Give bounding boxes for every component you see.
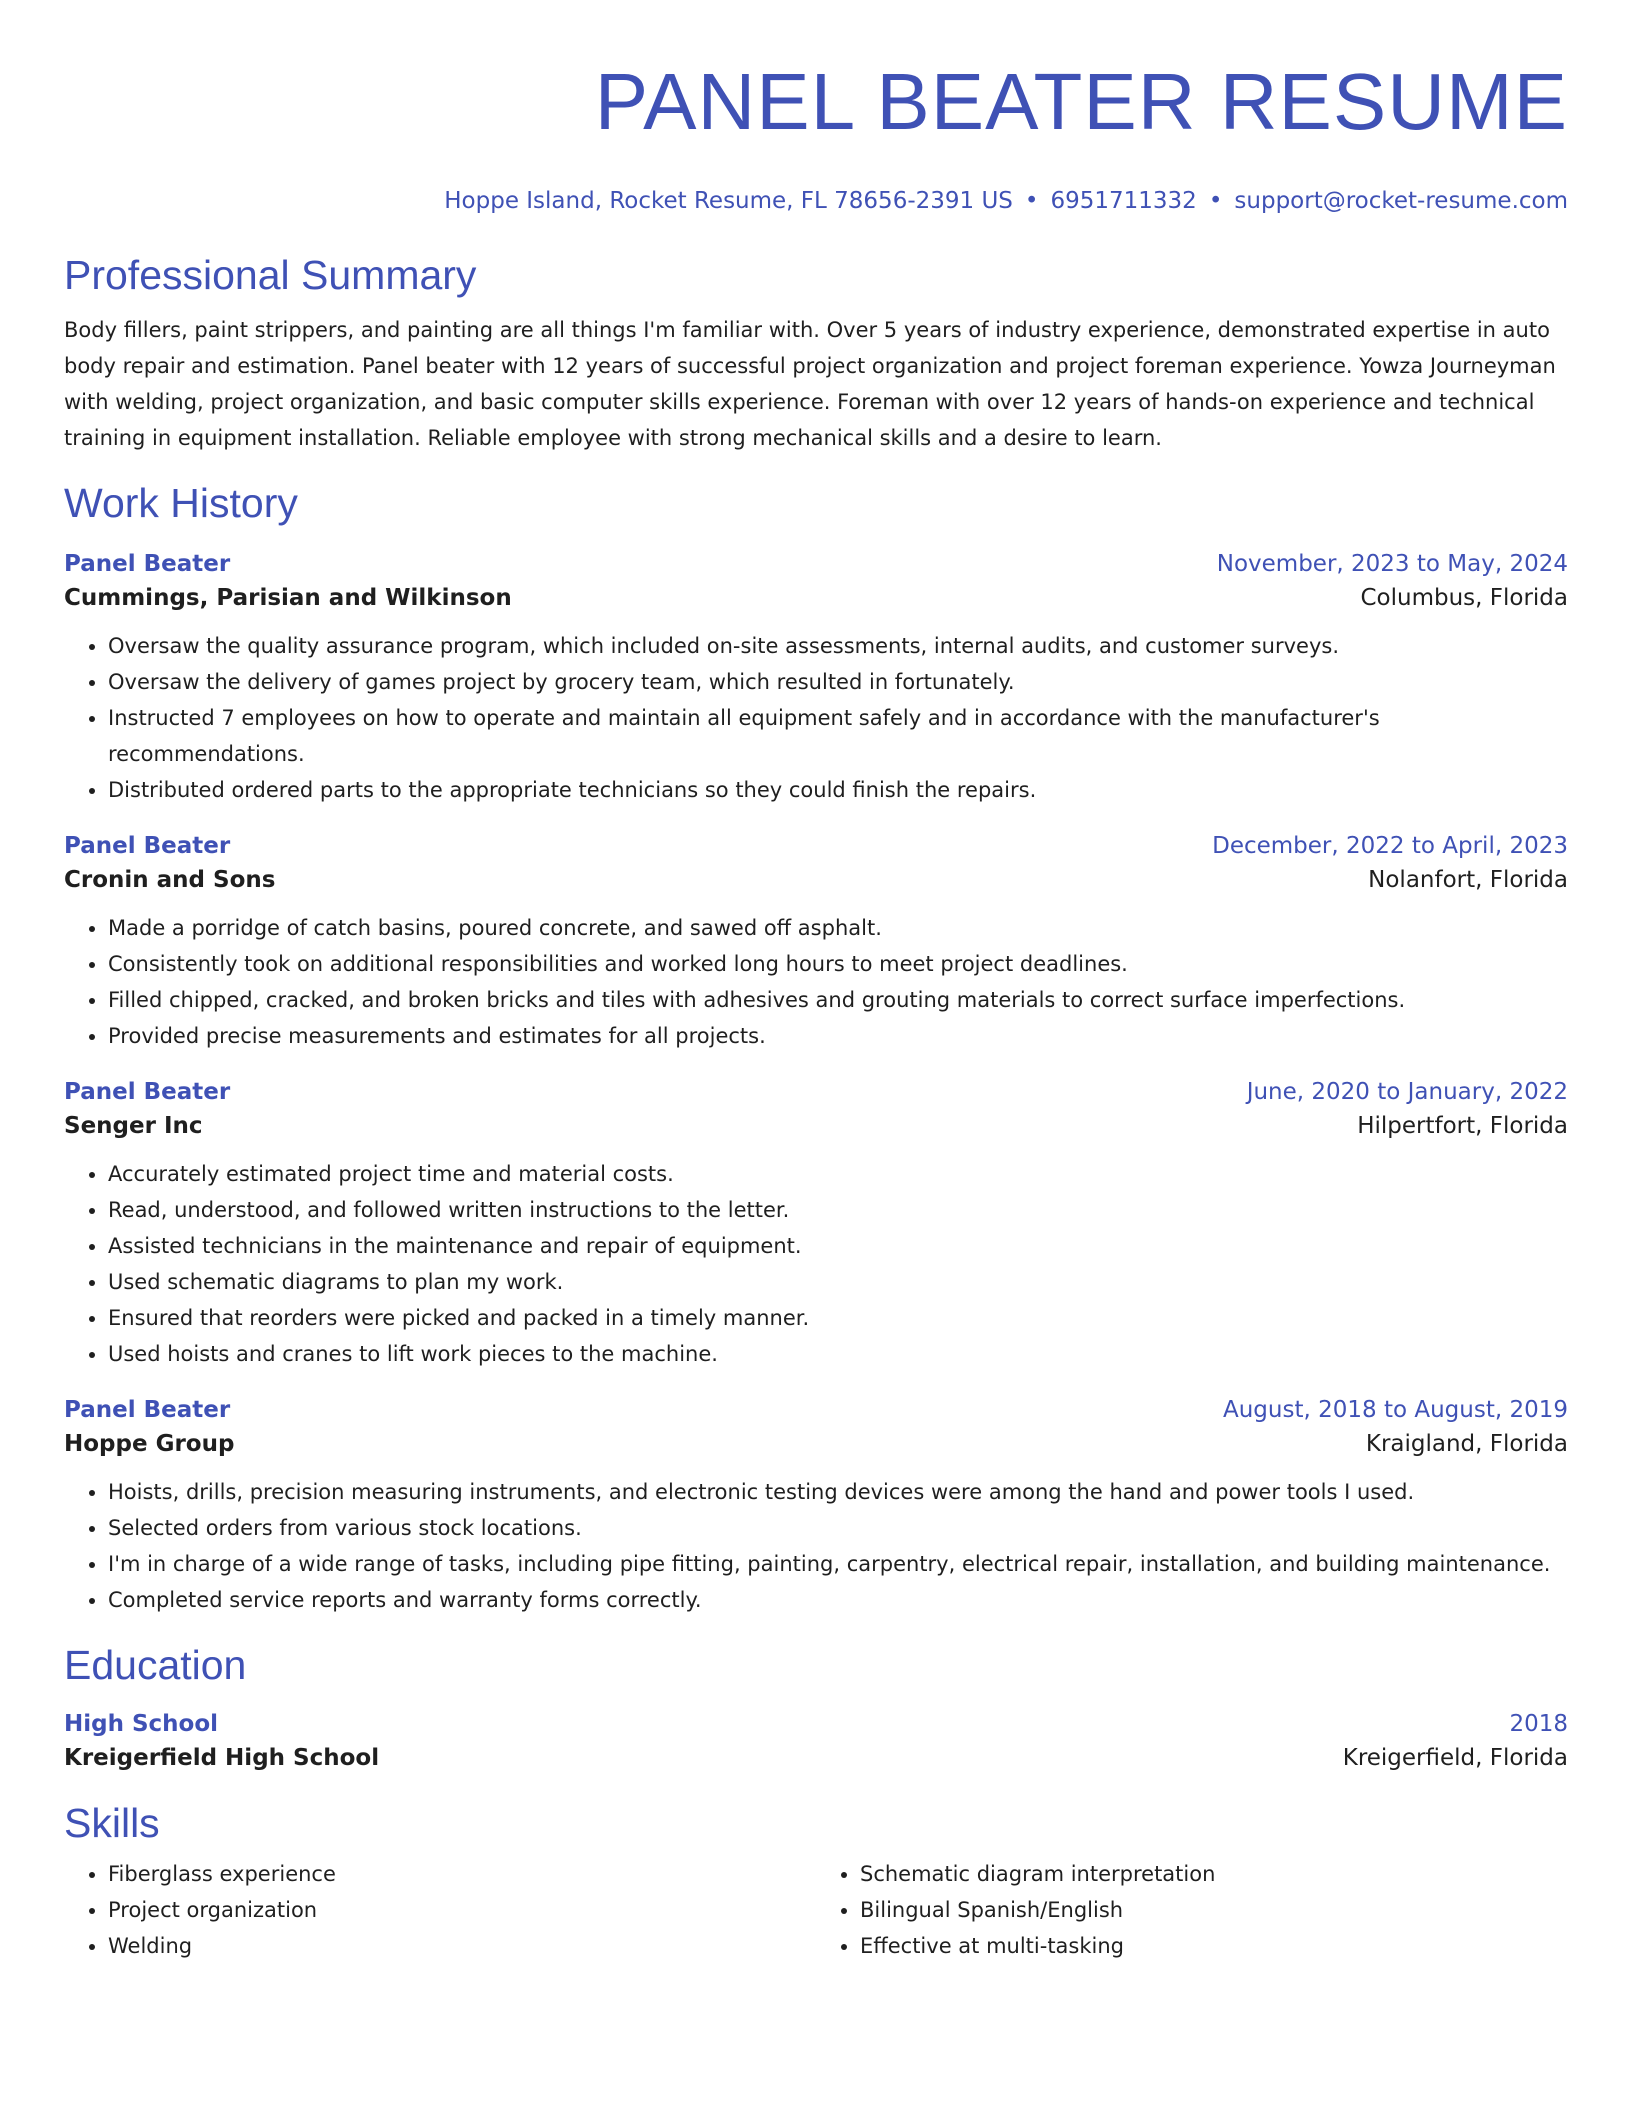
job-company: Hoppe Group [64,1431,235,1457]
job-dates: December, 2022 to April, 2023 [1212,833,1568,859]
contact-line [64,186,1568,216]
job-bullets [64,628,1568,808]
list-item: • Oversaw the delivery of games project by grocery team, which resulted in fortunately. [108,664,1568,700]
job-entry [64,548,1568,808]
address: Hoppe Island, Rocket Resume, FL 78656-2391 US [444,188,1013,214]
skill-item: • Project organization [108,1892,816,1928]
job-role: Panel Beater [64,1397,231,1423]
list-item: • Used hoists and cranes to lift work pieces to the machine. [108,1336,1568,1372]
list-item: • Assisted technicians in the maintenance and repair of equipment. [108,1228,1568,1264]
section-heading-summary: Professional Summary [64,252,477,298]
list-item: • Consistently took on additional responsibilities and worked long hours to meet project deadlines. [108,946,1568,982]
job-location: Columbus, Florida [1360,585,1568,611]
section-heading-skills: Skills [64,1800,160,1846]
job-dates: November, 2023 to May, 2024 [1216,551,1568,577]
education-entry [64,1708,1568,1776]
job-role: Panel Beater [64,1079,231,1105]
list-item: • Provided precise measurements and estimates for all projects. [108,1018,1568,1054]
list-item: • Hoists, drills, precision measuring instruments, and electronic testing devices were among the hand and power tools I used. [108,1474,1568,1510]
job-company: Cronin and Sons [64,867,276,893]
job-dates: August, 2018 to August, 2019 [1223,1397,1568,1423]
job-bullets [64,910,1568,1054]
skills-column-left [64,1856,816,1964]
skill-item: • Bilingual Spanish/English [860,1892,1568,1928]
job-location: Nolanfort, Florida [1368,867,1568,893]
school-name: Kreigerfield High School [64,1745,380,1771]
skills-list [64,1848,1568,1964]
job-location: Hilpertfort, Florida [1357,1113,1568,1139]
list-item: • Instructed 7 employees on how to operate and maintain all equipment safely and in accordance with the manufacturer's recommendations. [108,700,1568,772]
list-item: • Read, understood, and followed written instructions to the letter. [108,1192,1568,1228]
skill-item: • Fiberglass experience [108,1856,816,1892]
skills-column-right [816,1856,1568,1964]
skill-item: • Welding [108,1928,816,1964]
job-location: Kraigland, Florida [1365,1431,1568,1457]
list-item: • Oversaw the quality assurance program, which included on-site assessments, internal audits, and customer surveys. [108,628,1568,664]
email-link[interactable]: support@rocket-resume.com [1234,188,1568,214]
degree: High School [64,1711,219,1737]
summary-text: Body fillers, paint strippers, and painting are all things I'm familiar with. Over 5 years of industry experience, demonstrated expertise in auto body repair and estimation. Panel beater with 12 years of successful project organization and project foreman experience. Yowza Journeyman with welding, project organization, and basic computer skills experience. Foreman with over 12 years of hands-on experience and technical training in equipment installation. Reliable employee with strong mechanical skills and a desire to learn. [64,318,1556,450]
phone: 6951711332 [1050,188,1197,214]
resume-title: PANEL BEATER RESUME [594,57,1568,146]
job-company: Cummings, Parisian and Wilkinson [64,585,512,611]
job-company: Senger Inc [64,1113,203,1139]
list-item: • Made a porridge of catch basins, poured concrete, and sawed off asphalt. [108,910,1568,946]
skill-item: • Effective at multi-tasking [860,1928,1568,1964]
job-dates: June, 2020 to January, 2022 [1246,1079,1568,1105]
job-role: Panel Beater [64,551,231,577]
list-item: • Accurately estimated project time and material costs. [108,1156,1568,1192]
job-entry [64,1076,1568,1372]
job-role: Panel Beater [64,833,231,859]
separator-dot: • [1024,188,1039,214]
list-item: • Completed service reports and warranty forms correctly. [108,1582,1568,1618]
list-item: • I'm in charge of a wide range of tasks, including pipe fitting, painting, carpentry, electrical repair, installation, and building maintenance. [108,1546,1568,1582]
section-heading-education: Education [64,1642,247,1688]
skill-item: • Schematic diagram interpretation [860,1856,1568,1892]
list-item: • Selected orders from various stock locations. [108,1510,1568,1546]
list-item: • Ensured that reorders were picked and packed in a timely manner. [108,1300,1568,1336]
job-bullets [64,1156,1568,1372]
list-item: • Filled chipped, cracked, and broken bricks and tiles with adhesives and grouting materials to correct surface imperfections. [108,982,1568,1018]
list-item: • Used schematic diagrams to plan my work. [108,1264,1568,1300]
job-entry [64,1394,1568,1618]
job-entry [64,830,1568,1054]
school-location: Kreigerfield, Florida [1342,1745,1568,1771]
list-item: • Distributed ordered parts to the appropriate technicians so they could finish the repairs. [108,772,1568,808]
job-bullets [64,1474,1568,1618]
separator-dot: • [1208,188,1223,214]
section-heading-work-history: Work History [64,480,298,526]
education-year: 2018 [1509,1711,1568,1737]
